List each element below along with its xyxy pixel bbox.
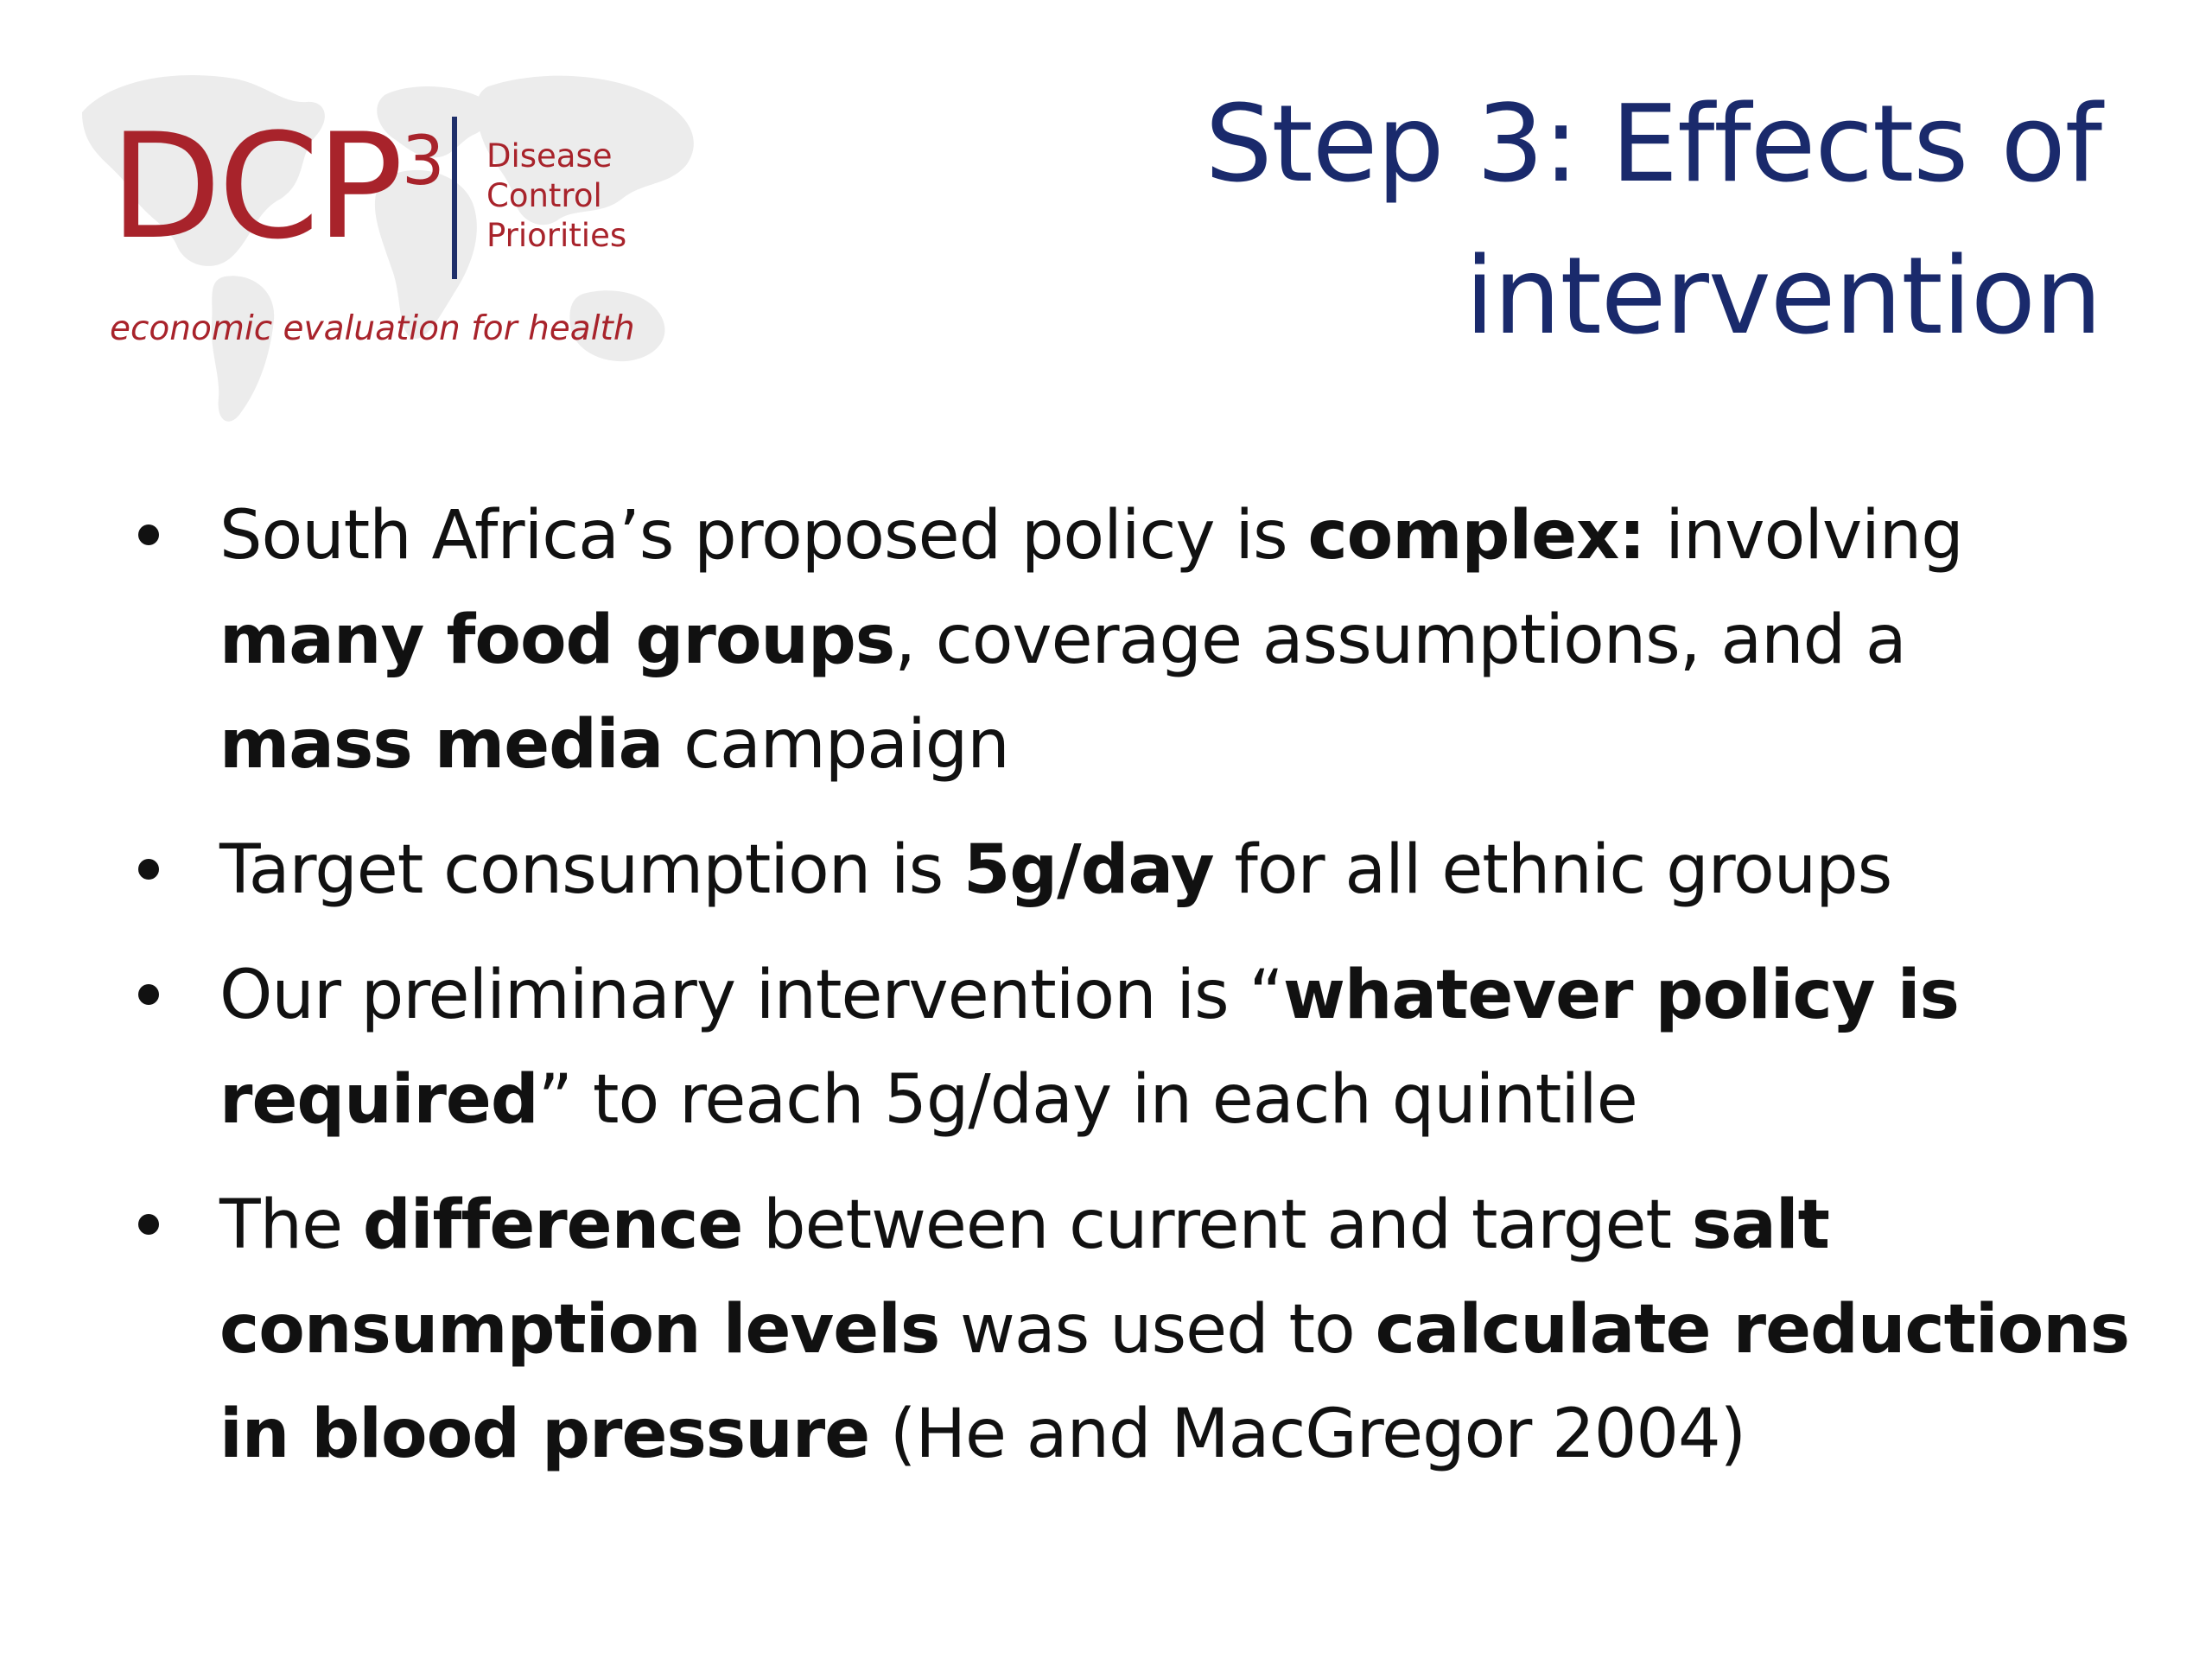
bullet-line (219, 1278, 2130, 1382)
bullet-text: (He and MacGregor 2004) (869, 1395, 1746, 1473)
bullet-line (219, 818, 2117, 923)
bullet-line (219, 693, 2117, 798)
bullet-text: The (219, 1186, 363, 1264)
slide-title-line: intervention (1465, 235, 2101, 359)
bullet-dot-icon (138, 984, 159, 1005)
bullet-text: Target consumption is (219, 831, 964, 909)
bullet-line (219, 1173, 2117, 1278)
bullet-text-bold: 5g/day (963, 831, 1214, 909)
logo-tagline: economic evaluation for health (110, 309, 635, 348)
bullet-text-bold: in blood pressure (219, 1395, 870, 1473)
logo-word: Disease (486, 137, 613, 175)
bullet-text: for all ethnic groups (1213, 831, 1892, 909)
bullet-text: campaign (663, 706, 1009, 784)
bullet-text: involving (1644, 497, 1963, 575)
slide-title-line: Step 3: Effects of (1205, 83, 2101, 207)
bullet-text-bold: whatever policy is (1282, 957, 1959, 1034)
bullet-list (130, 484, 2130, 1508)
bullet-item (130, 944, 2117, 1153)
logo-wordmark (110, 102, 445, 271)
bullet-text: was used to (939, 1291, 1376, 1369)
bullet-text: Our preliminary intervention is “ (219, 957, 1283, 1034)
bullet-line (219, 1048, 2117, 1153)
bullet-text-bold: consumption levels (219, 1291, 940, 1369)
logo-divider (452, 117, 457, 279)
logo-word: Priorities (486, 217, 627, 254)
bullet-line (219, 1382, 2117, 1487)
bullet-text: ” to reach 5g/day in each quintile (537, 1061, 1637, 1139)
bullet-dot-icon (138, 524, 159, 545)
bullet-text-bold: many food groups (219, 601, 895, 679)
logo-word: Control (486, 177, 602, 214)
logo-mark-superscript: 3 (401, 123, 445, 200)
bullet-text: South Africa’s proposed policy is (219, 497, 1308, 575)
dcp3-logo (48, 35, 739, 449)
bullet-dot-icon (138, 1214, 159, 1235)
bullet-item (130, 818, 2117, 923)
logo-words (486, 137, 626, 256)
bullet-text-bold: calculate reductions (1375, 1291, 2130, 1369)
bullet-text-bold: complex: (1307, 497, 1645, 575)
bullet-text-bold: difference (362, 1186, 743, 1264)
bullet-dot-icon (138, 859, 159, 880)
bullet-text-bold: required (219, 1061, 538, 1139)
bullet-line (219, 484, 2117, 588)
bullet-item (130, 1173, 2130, 1487)
logo-mark-text: DCP (110, 102, 400, 271)
bullet-line (219, 944, 2117, 1048)
bullet-text-bold: mass media (219, 706, 664, 784)
bullet-line (219, 588, 2117, 693)
slide-title (978, 69, 2101, 373)
bullet-item (130, 484, 2117, 798)
bullet-text-bold: salt (1691, 1186, 1829, 1264)
bullet-text: between current and target (742, 1186, 1692, 1264)
bullet-text: , coverage assumptions, and a (894, 601, 1906, 679)
